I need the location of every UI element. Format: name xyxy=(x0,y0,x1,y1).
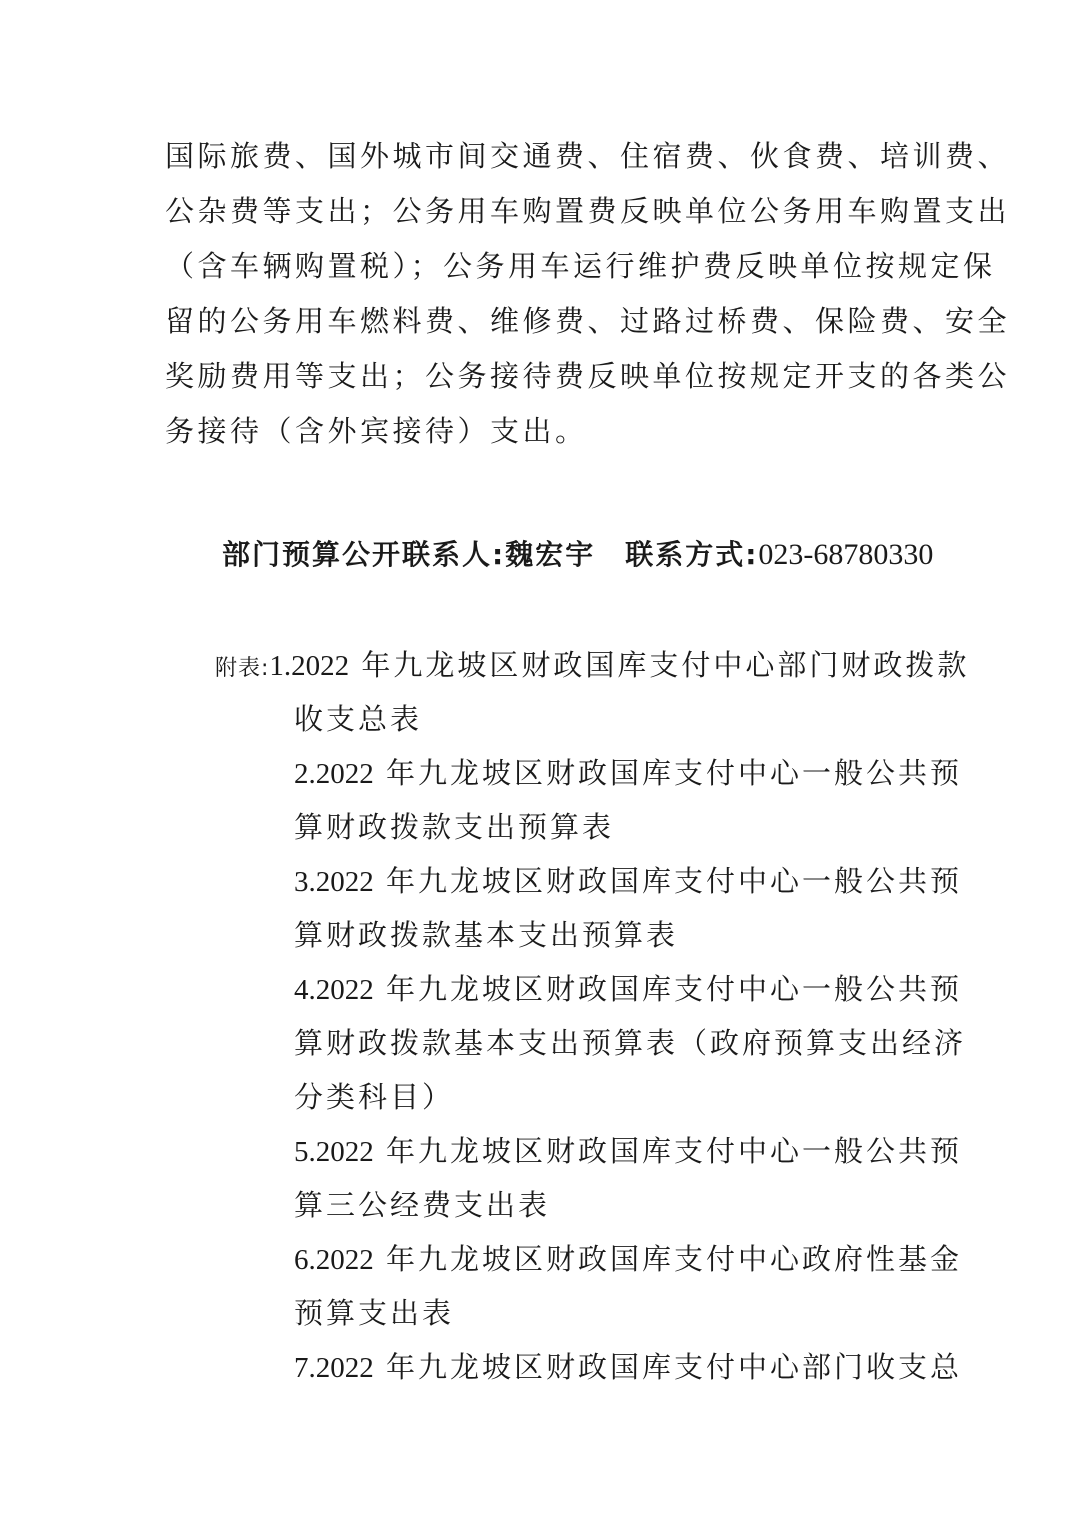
appendix-item-text: 年九龙坡区财政国库支付中心一般公共预 xyxy=(385,756,962,790)
appendix-item-text: 年九龙坡区财政国库支付中心一般公共预 xyxy=(385,864,962,898)
appendix-item-continuation: 算财政拨款基本支出预算表 xyxy=(294,918,679,952)
appendix-item-text: 年九龙坡区财政国库支付中心部门财政拨款 xyxy=(361,648,970,682)
appendix-item-continuation: 分类科目） xyxy=(294,1080,455,1114)
appendix-item-continuation: 算财政拨款基本支出预算表（政府预算支出经济 xyxy=(294,1026,967,1060)
appendix-item-1 xyxy=(215,647,969,687)
appendix-item-number: 6.2022 xyxy=(294,1244,374,1276)
appendix-item-5 xyxy=(294,1133,962,1170)
appendix-item-text: 年九龙坡区财政国库支付中心一般公共预 xyxy=(385,1134,962,1168)
appendix-item-continuation: 算财政拨款支出预算表 xyxy=(294,810,615,844)
paragraph-line: 留的公务用车燃料费、维修费、过路过桥费、保险费、安全 xyxy=(165,304,1011,338)
paragraph-line: 国际旅费、国外城市间交通费、住宿费、伙食费、培训费、 xyxy=(165,139,1011,173)
appendix-item-6 xyxy=(294,1241,962,1278)
paragraph-line: 公杂费等支出；公务用车购置费反映单位公务用车购置支出 xyxy=(165,194,1011,228)
appendix-item-text: 年九龙坡区财政国库支付中心政府性基金 xyxy=(385,1242,962,1276)
appendix-item-number: 5.2022 xyxy=(294,1136,374,1168)
appendix-item-number: 4.2022 xyxy=(294,974,374,1006)
appendix-item-continuation: 预算支出表 xyxy=(294,1296,455,1330)
appendix-item-number: 3.2022 xyxy=(294,866,374,898)
appendix-item-7 xyxy=(294,1349,962,1386)
appendix-item-text: 年九龙坡区财政国库支付中心一般公共预 xyxy=(385,972,962,1006)
contact-method-label: 联系方式: xyxy=(625,538,759,571)
paragraph-line: 奖励费用等支出；公务接待费反映单位按规定开支的各类公 xyxy=(165,359,1011,393)
appendix-item-2 xyxy=(294,755,962,792)
appendix-item-number: 1.2022 xyxy=(269,650,350,682)
appendix-item-continuation: 算三公经费支出表 xyxy=(294,1188,551,1222)
appendix-label: 附表: xyxy=(215,656,270,681)
paragraph-line: 务接待（含外宾接待）支出。 xyxy=(165,414,588,448)
appendix-item-3 xyxy=(294,863,962,900)
appendix-item-number: 7.2022 xyxy=(294,1352,374,1384)
appendix-item-4 xyxy=(294,971,962,1008)
appendix-item-text: 年九龙坡区财政国库支付中心部门收支总 xyxy=(385,1350,962,1384)
contact-person: 部门预算公开联系人:魏宏宇 xyxy=(222,538,596,571)
appendix-item-continuation: 收支总表 xyxy=(294,702,423,736)
paragraph-line: （含车辆购置税）；公务用车运行维护费反映单位按规定保 xyxy=(165,249,996,283)
appendix-item-number: 2.2022 xyxy=(294,758,374,790)
contact-line xyxy=(222,537,933,573)
contact-phone: 023-68780330 xyxy=(758,538,934,571)
